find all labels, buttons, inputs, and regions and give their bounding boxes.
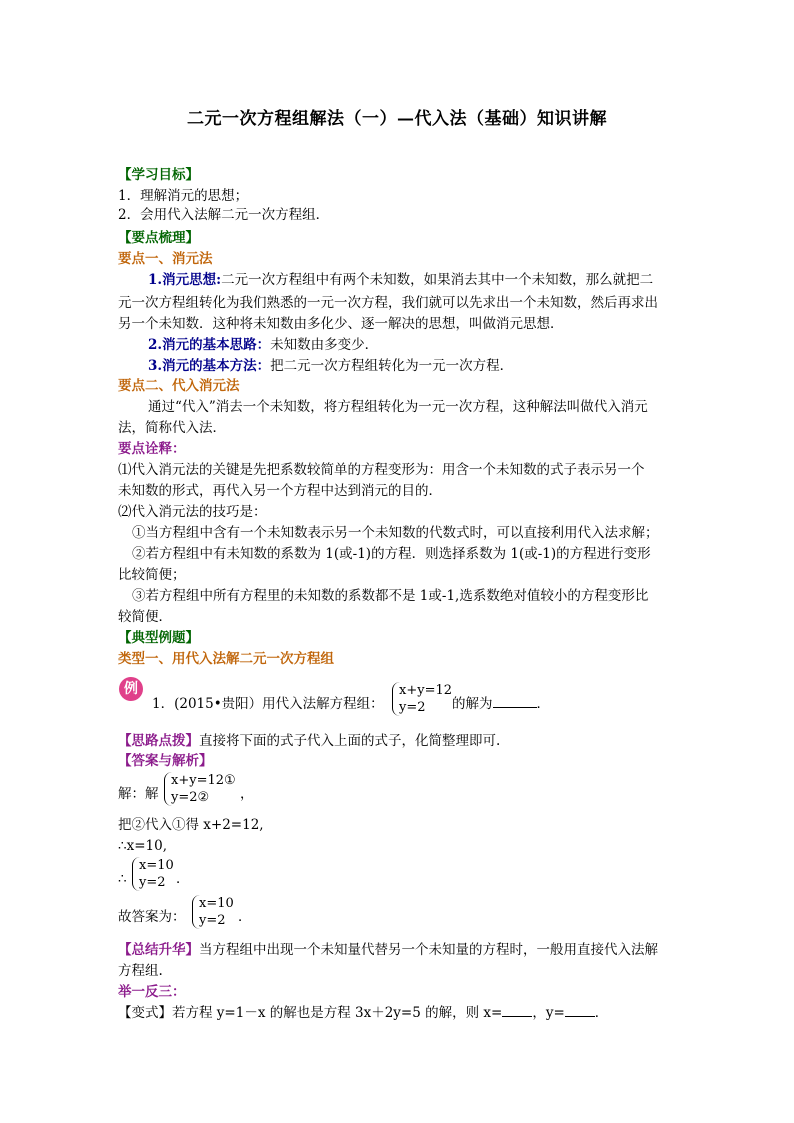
variant-line <box>118 1004 678 1022</box>
solution-result-y: y=2 <box>139 875 166 890</box>
point1-line1 <box>148 271 708 289</box>
question-1-tail <box>452 695 572 713</box>
examples-header: 【典型例题】 <box>118 630 199 646</box>
solution-therefore: ∴ <box>118 871 127 887</box>
final-answer-dot: ． <box>238 909 252 925</box>
y-blank[interactable] <box>565 1004 595 1017</box>
note-header: 要点诠释： <box>118 441 186 457</box>
points-header: 【要点梳理】 <box>118 230 199 246</box>
variant-text: 若方程 y=1－x 的解也是方程 3x＋2y=5 的解，则 x= <box>172 1005 503 1021</box>
note-line8: 较简便． <box>118 609 172 625</box>
hint-text: 直接将下面的式子代入上面的式子，化简整理即可. <box>199 733 501 749</box>
question-1-tail-text: 的解为 <box>452 696 493 712</box>
solution-result-x: x=10 <box>139 858 174 873</box>
point1-header: 要点一、消元法 <box>118 251 213 267</box>
example-badge: 例 <box>119 677 143 701</box>
solution-brace <box>164 772 236 806</box>
summary-label: 【总结升华】 <box>118 942 199 958</box>
solution-result-dot: ． <box>176 871 190 887</box>
solution-comma: ， <box>240 786 254 802</box>
final-answer-brace <box>192 895 234 929</box>
summary-line2: 方程组. <box>118 963 163 979</box>
note-line5: ②若方程组中有未知数的系数为 1(或-1)的方程．则选择系数为 1(或-1)的方程进行变形 <box>132 546 651 562</box>
solution-result-brace <box>132 857 174 891</box>
question-1-text: 1．(2015•贵阳）用代入法解方程组： <box>152 696 384 712</box>
final-answer-y: y=2 <box>199 913 226 928</box>
final-prefix: 故答案为： <box>118 909 186 925</box>
basic-approach-label: 2.消元的基本思路： <box>148 337 271 353</box>
basic-approach-text: 未知数由多变少． <box>270 337 379 353</box>
page-title: 二元一次方程组解法（一）—代入法（基础）知识讲解 <box>187 109 607 129</box>
note-line7: ③若方程组中所有方程里的未知数的系数都不是 1或-1,选系数绝对值较小的方程变形比 <box>132 588 649 604</box>
final-answer <box>192 895 234 929</box>
question-1-eq1: x+y=12 <box>399 683 453 698</box>
solution-prefix: 解：解 <box>118 786 159 802</box>
note-line6: 比较简便； <box>118 567 186 583</box>
note-line2: 未知数的形式，再代入另一个方程中达到消元的目的． <box>118 483 442 499</box>
variant-label: 【变式】 <box>118 1005 172 1021</box>
point1-line2: 元一次方程组转化为我们熟悉的一元一次方程，我们就可以先求出一个未知数，然后再求出 <box>118 295 658 311</box>
solution-eq2: y=2② <box>171 790 210 805</box>
summary-text: 当方程组中出现一个未知量代替另一个未知量的方程时，一般用直接代入法解 <box>199 942 658 958</box>
hint-line <box>118 732 678 750</box>
question-1-eq2: y=2 <box>399 700 426 715</box>
basic-method-text: 把二元一次方程组转化为一元一次方程． <box>270 358 514 374</box>
solution-result <box>132 857 174 891</box>
goal-1: 1．理解消元的思想； <box>118 188 249 204</box>
final-answer-x: x=10 <box>199 896 234 911</box>
point1-line5 <box>148 357 708 375</box>
hint-label: 【思路点拨】 <box>118 733 199 749</box>
question-1-end: ． <box>536 696 550 712</box>
answer-blank[interactable] <box>493 695 537 708</box>
summary-line1 <box>118 941 678 959</box>
solution-system <box>164 772 236 806</box>
goals-header: 【学习目标】 <box>118 167 199 183</box>
solution-eq1: x+y=12① <box>171 773 236 788</box>
point2-line1: 通过“代入”消去一个未知数，将方程组转化为一元一次方程，这种解法叫做代入消元 <box>148 399 648 415</box>
note-line1: ⑴代入消元法的关键是先把系数较简单的方程变形为：用含一个未知数的式子表示另一个 <box>118 462 645 478</box>
question-1-brace <box>392 682 452 716</box>
point2-line2: 法，简称代入法． <box>118 420 226 436</box>
answer-header: 【答案与解析】 <box>118 753 213 769</box>
variant-mid: ，y= <box>532 1005 565 1021</box>
x-blank[interactable] <box>502 1004 532 1017</box>
goal-2: 2．会用代入法解二元一次方程组． <box>118 207 330 223</box>
note-line3: ⑵代入消元法的技巧是： <box>118 504 267 520</box>
variant-end: ． <box>594 1005 609 1021</box>
question-1-system <box>392 682 452 716</box>
practice-header: 举一反三： <box>118 984 186 1000</box>
type1-header: 类型一、用代入法解二元一次方程组 <box>118 651 334 667</box>
basic-method-label: 3.消元的基本方法： <box>148 358 271 374</box>
solution-line3: ∴x=10, <box>118 838 167 854</box>
point1-line4 <box>148 336 708 354</box>
elimination-idea-label: 1.消元思想: <box>148 272 222 288</box>
solution-line2: 把②代入①得 x+2=12, <box>118 817 264 833</box>
elimination-idea-text: 二元一次方程组中有两个未知数，如果消去其中一个未知数，那么就把二 <box>221 272 654 288</box>
point1-line3: 另一个未知数．这种将未知数由多化少、逐一解决的思想，叫做消元思想． <box>118 316 564 332</box>
note-line4: ①当方程组中含有一个未知数表示另一个未知数的代数式时，可以直接利用代入法求解； <box>132 525 659 541</box>
point2-header: 要点二、代入消元法 <box>118 378 240 394</box>
